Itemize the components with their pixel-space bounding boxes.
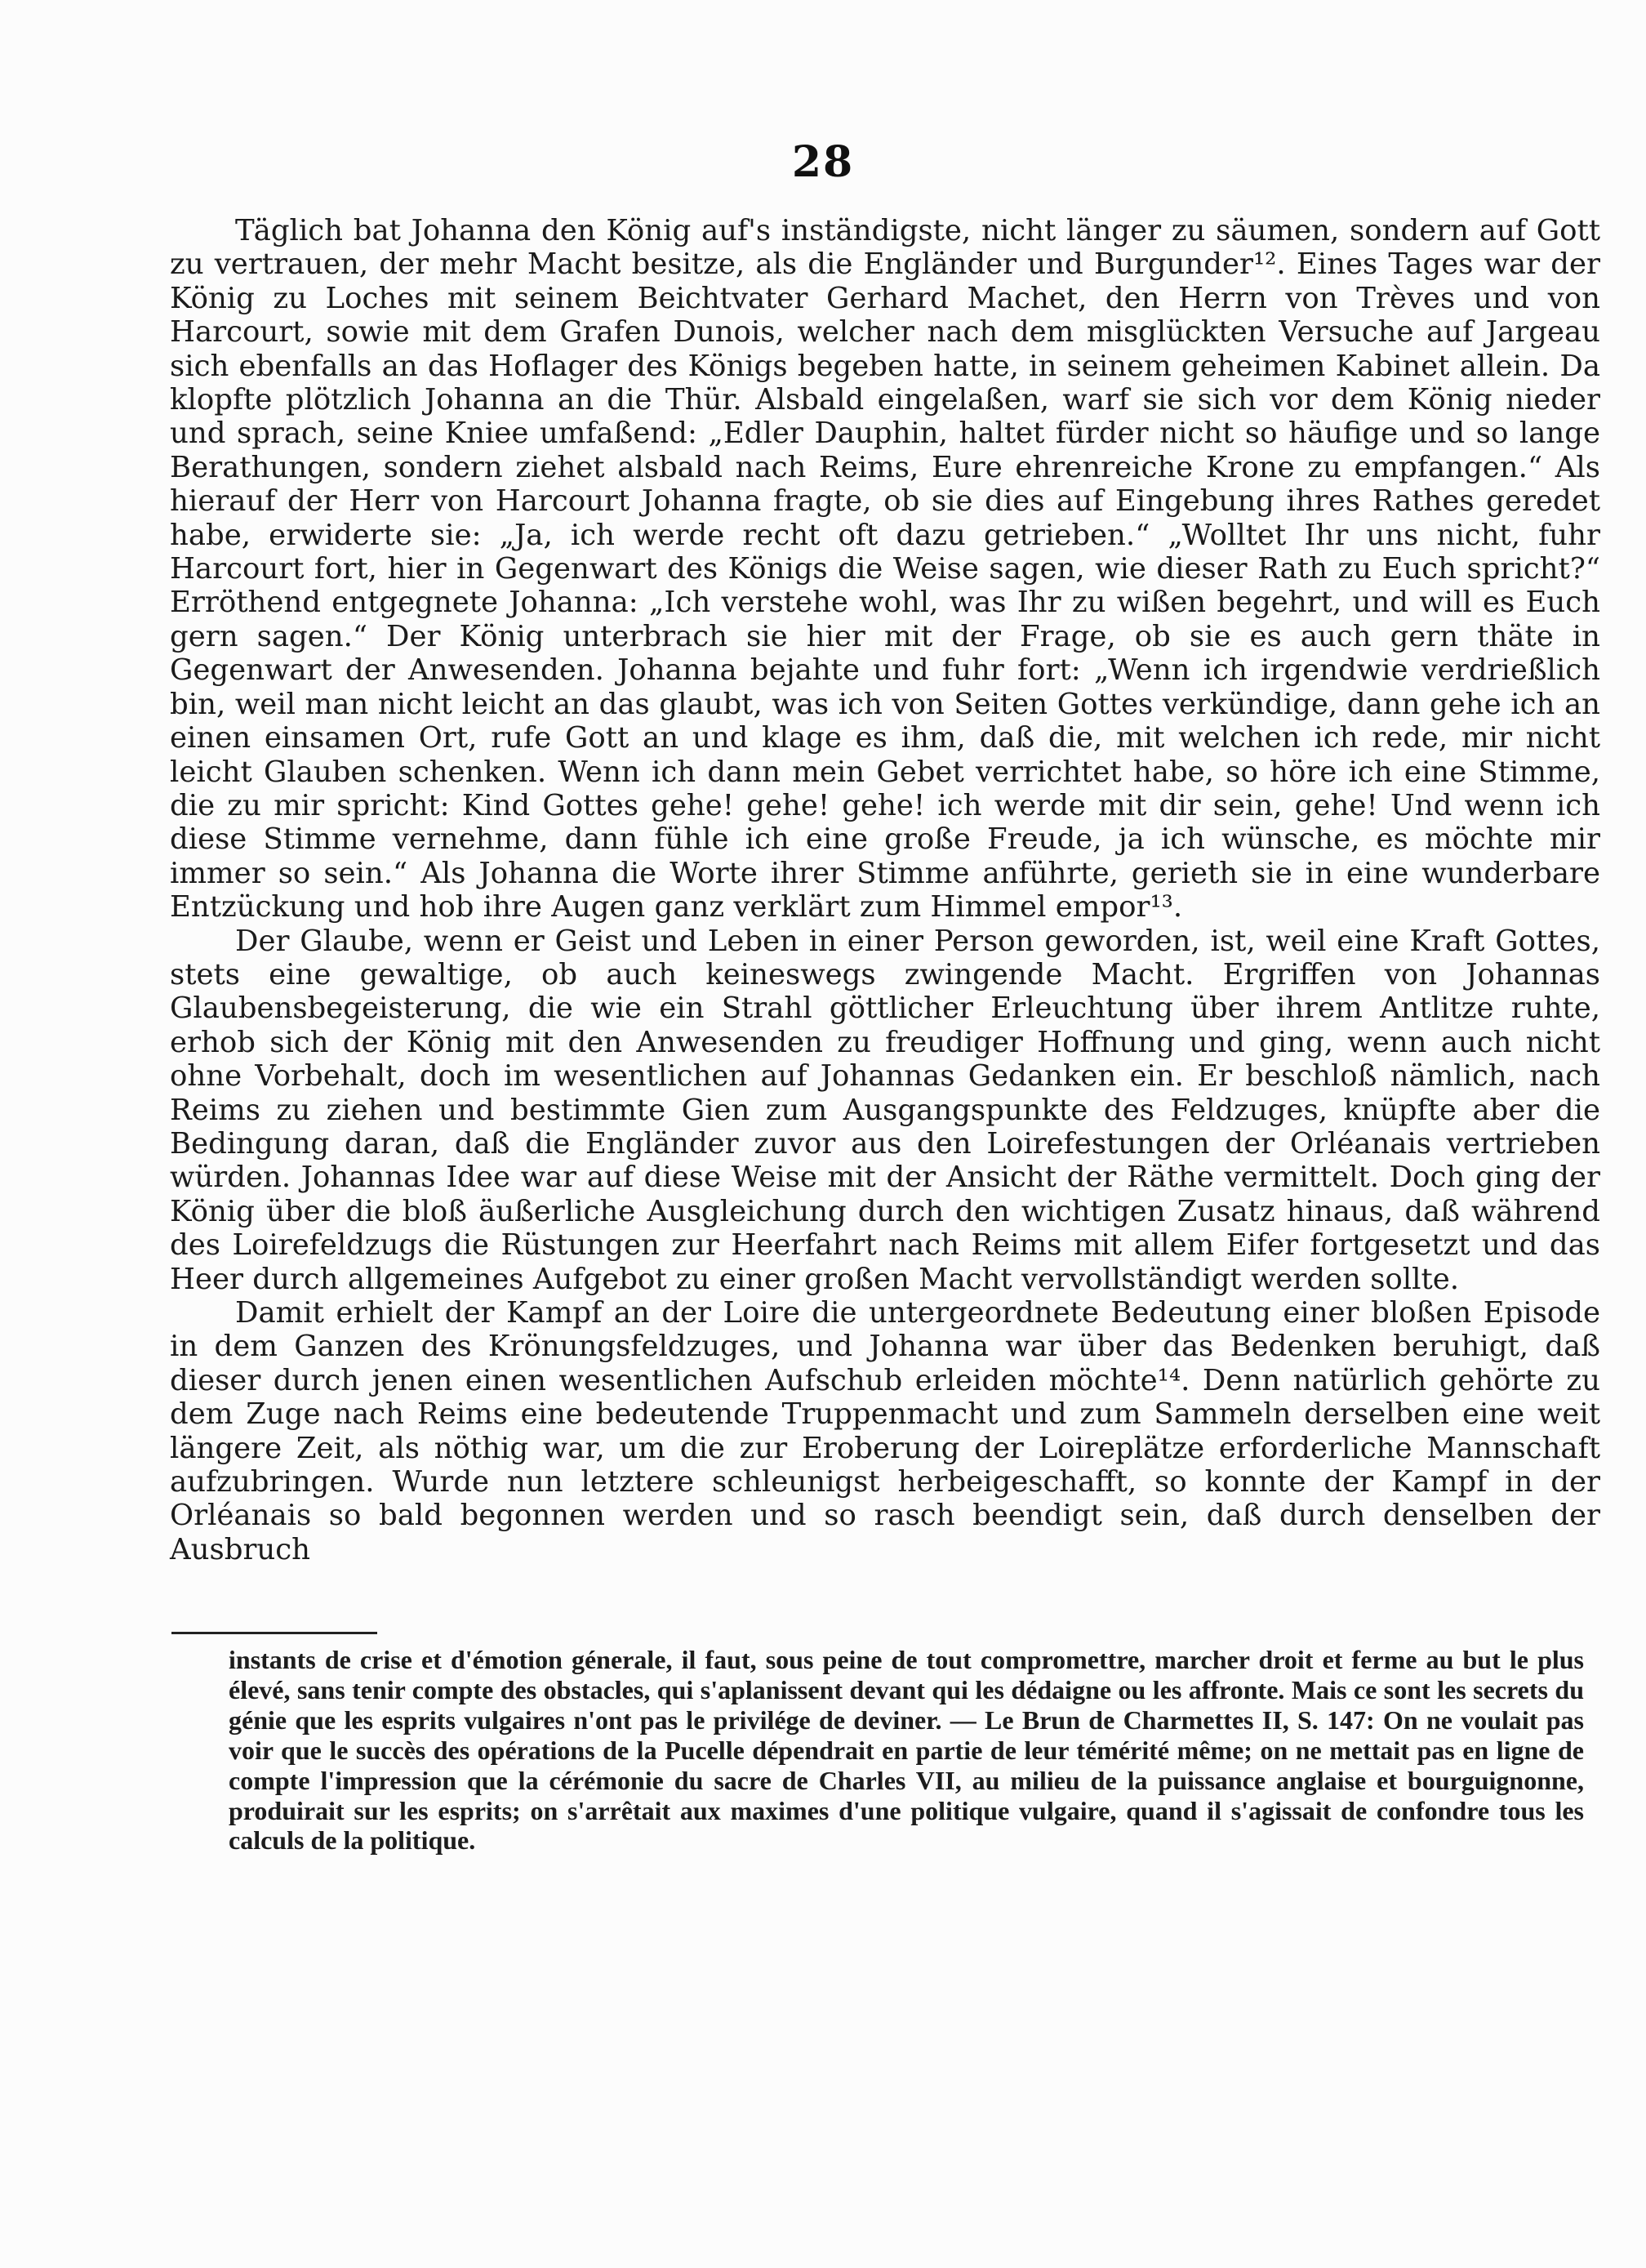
paragraph: Damit erhielt der Kampf an der Loire die untergeordnete Bedeutung einer bloßen Episode in dem Ganzen des Krönungsfeldzuges, und Johanna war über das Bedenken beruhigt, daß dieser durch jenen einen wesentlichen Aufschub erleiden möchte¹⁴. Denn natürlich gehörte zu dem Zuge nach Reims eine bedeutende Truppenmacht und zum Sammeln derselben eine weit längere Zeit, als nöthig war, um die zur Eroberung der Loireplätze erforderliche Mannschaft aufzubringen. Wurde nun letztere schleunigst herbeigeschafft, so konnte der Kampf in der Orléanais so bald begonnen werden und so rasch beendigt sein, daß durch denselben der Ausbruch (170, 1296, 1600, 1566)
footnote (229, 1645, 1584, 1856)
footnote-text: instants de crise et d'émotion génerale, il faut, sous peine de tout compromettre, marcher droit et ferme au but le plus élevé, sans tenir compte des obstacles, qui s'aplanissent devant qui les dédaigne ou les affronte. Mais ce sont les secrets du génie que les esprits vulgaires n'ont pas le privilége de deviner. — Le Brun de Charmettes II, S. 147: On ne voulait pas voir que le succès des opérations de la Pucelle dépendrait en partie de leur témérité même; on ne mettait pas en ligne de compte l'impression que la cérémonie du sacre de Charles VII, au milieu de la puissance anglaise et bourguignonne, produirait sur les esprits; on s'arrêtait aux maximes d'une politique vulgaire, quand il s'agissait de confondre tous les calculs de la politique. (229, 1645, 1584, 1856)
paragraph: Der Glaube, wenn er Geist und Leben in einer Person geworden, ist, weil eine Kraft Gottes, stets eine gewaltige, ob auch keineswegs zwingende Macht. Ergriffen von Johannas Glaubensbegeisterung, die wie ein Strahl göttlicher Erleuchtung über ihrem Antlitze ruhte, erhob sich der König mit den Anwesenden zu freudiger Hoffnung und ging, wenn auch nicht ohne Vorbehalt, doch im wesentlichen auf Johannas Gedanken ein. Er beschloß nämlich, nach Reims zu ziehen und bestimmte Gien zum Ausgangspunkte des Feldzuges, knüpfte aber die Bedingung daran, daß die Engländer zuvor aus den Loirefestungen der Orléanais vertrieben würden. Johannas Idee war auf diese Weise mit der Ansicht der Räthe vermittelt. Doch ging der König über die bloß äußerliche Ausgleichung durch den wichtigen Zusatz hinaus, daß während des Loirefeldzugs die Rüstungen zur Heerfahrt nach Reims mit allem Eifer fortgesetzt und das Heer durch allgemeines Aufgebot zu einer großen Macht vervollständigt werden sollte. (170, 924, 1600, 1296)
footnote-divider (171, 1632, 377, 1634)
main-text (170, 214, 1600, 1566)
page-number: 28 (791, 137, 855, 187)
paragraph: Täglich bat Johanna den König auf's inständigste, nicht länger zu säumen, sondern auf Gott zu vertrauen, der mehr Macht besitze, als die Engländer und Burgunder¹². Eines Tages war der König zu Loches mit seinem Beichtvater Gerhard Machet, den Herrn von Trèves und von Harcourt, sowie mit dem Grafen Dunois, welcher nach dem misglückten Versuche auf Jargeau sich ebenfalls an das Hoflager des Königs begeben hatte, in seinem geheimen Kabinet allein. Da klopfte plötzlich Johanna an die Thür. Alsbald eingelaßen, warf sie sich vor dem König nieder und sprach, seine Kniee umfaßend: „Edler Dauphin, haltet fürder nicht so häufige und so lange Berathungen, sondern ziehet alsbald nach Reims, Eure ehrenreiche Krone zu empfangen.“ Als hierauf der Herr von Harcourt Johanna fragte, ob sie dies auf Eingebung ihres Rathes geredet habe, erwiderte sie: „Ja, ich werde recht oft dazu getrieben.“ „Wolltet Ihr uns nicht, fuhr Harcourt fort, hier in Gegenwart des Königs die Weise sagen, wie dieser Rath zu Euch spricht?“ Erröthend entgegnete Johanna: „Ich verstehe wohl, was Ihr zu wißen begehrt, und will es Euch gern sagen.“ Der König unterbrach sie hier mit der Frage, ob sie es auch gern thäte in Gegenwart der Anwesenden. Johanna bejahte und fuhr fort: „Wenn ich irgendwie verdrießlich bin, weil man nicht leicht an das glaubt, was ich von Seiten Gottes verkündige, dann gehe ich an einen einsamen Ort, rufe Gott an und klage es ihm, daß die, mit welchen ich rede, mir nicht leicht Glauben schenken. Wenn ich dann mein Gebet verrichtet habe, so höre ich eine Stimme, die zu mir spricht: Kind Gottes gehe! gehe! gehe! ich werde mit dir sein, gehe! Und wenn ich diese Stimme vernehme, dann fühle ich eine große Freude, ja ich wünsche, es möchte mir immer so sein.“ Als Johanna die Worte ihrer Stimme anführte, gerieth sie in eine wunderbare Entzückung und hob ihre Augen ganz verklärt zum Himmel empor¹³. (170, 214, 1600, 925)
